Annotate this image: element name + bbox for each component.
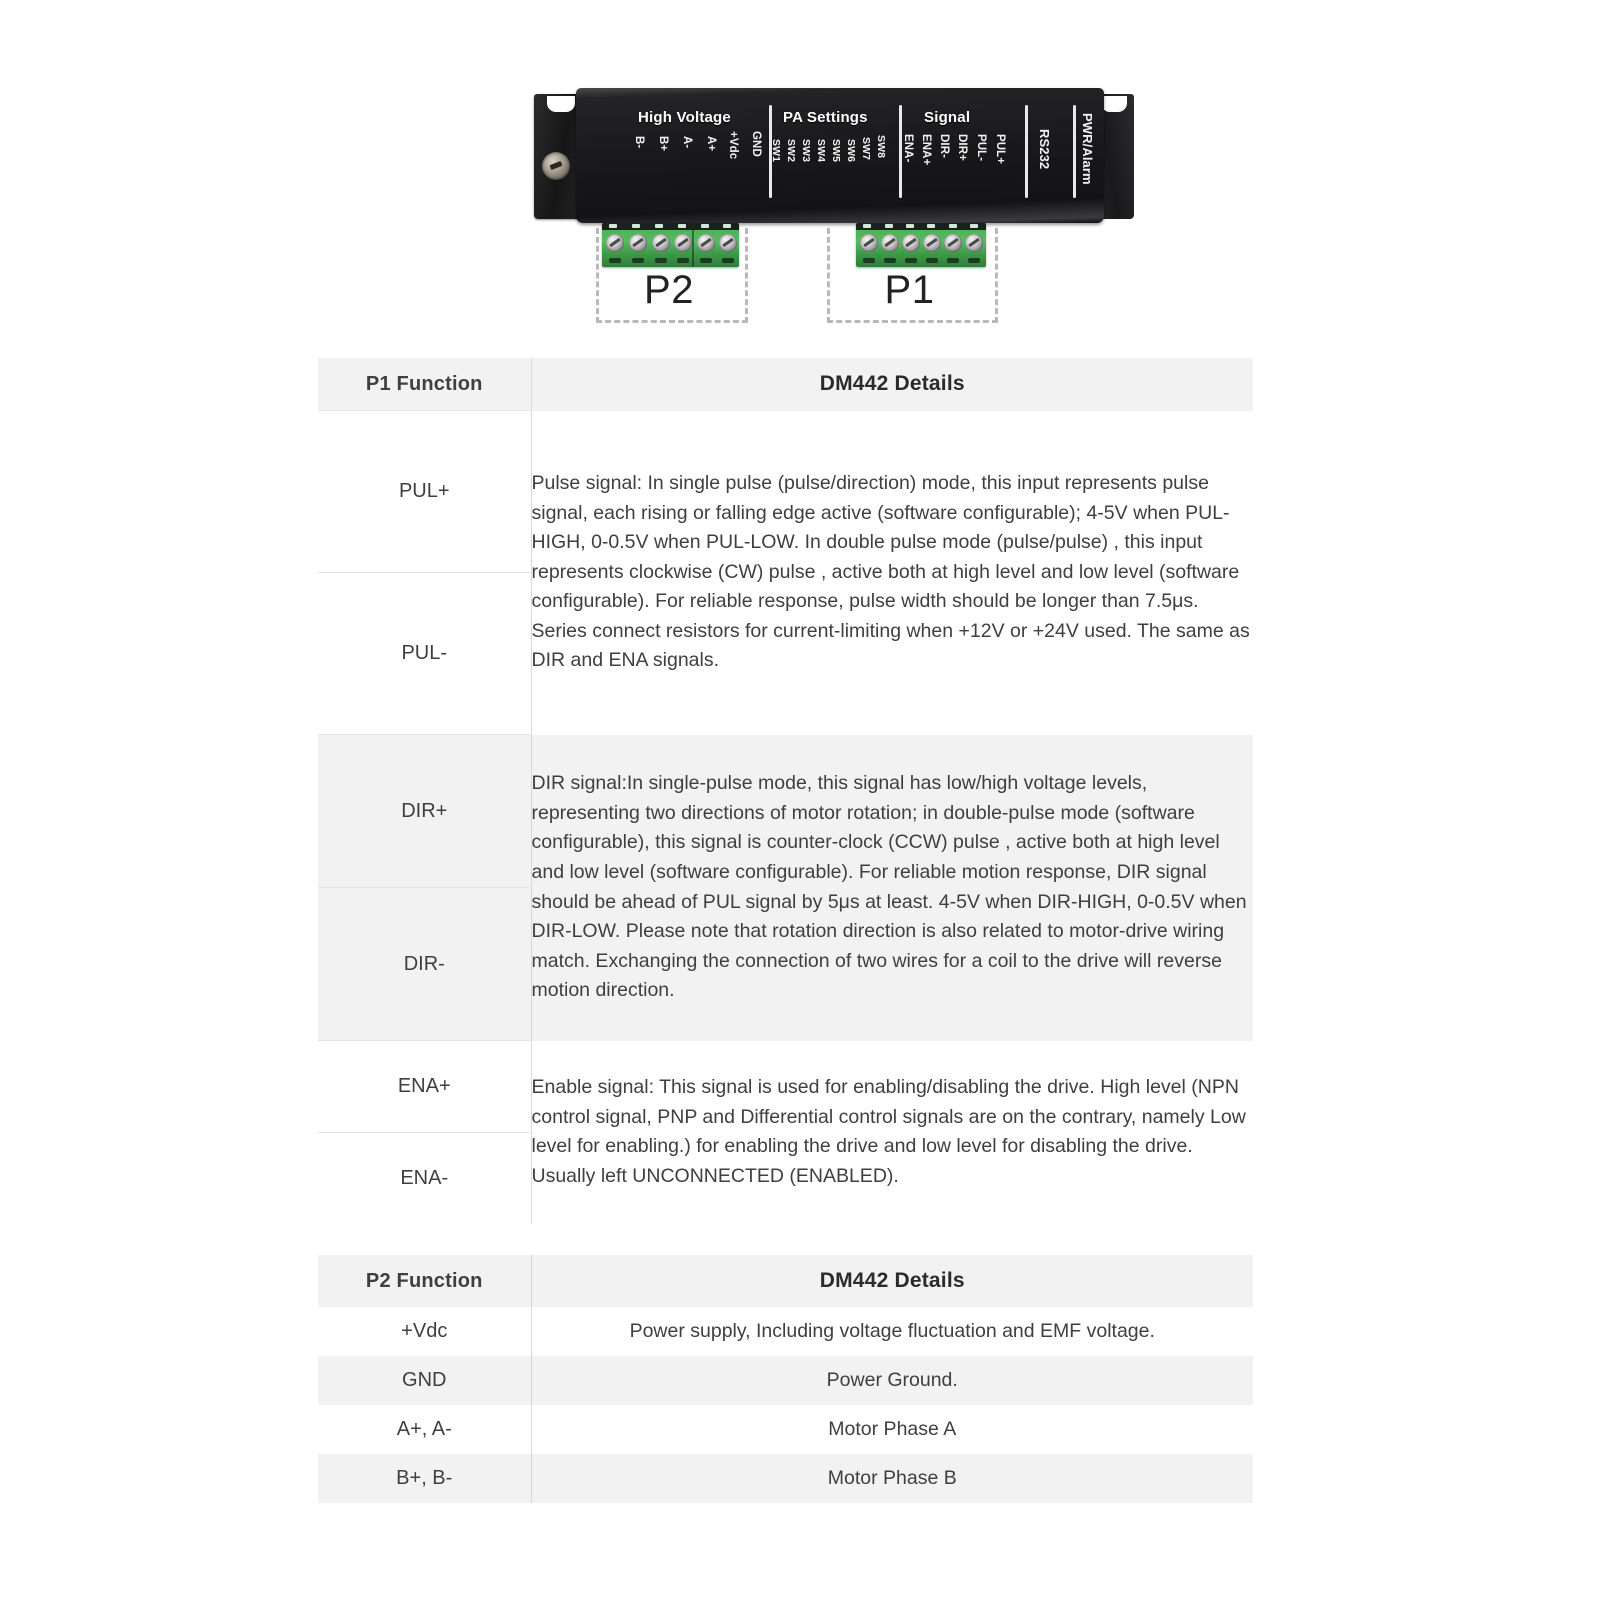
mounting-slot-left	[547, 96, 575, 112]
p1-detail-enable: Enable signal: This signal is used for enabling/disabling the drive. High level (NPN control signal, PNP and Differential control signals are on the contrary, namely Low level for enabling.) for enabling the drive and low level for disabling the drive. Usually left UNCONNECTED (ENABLED).	[531, 1041, 1253, 1225]
p1-pin-dir-plus: DIR+	[318, 735, 531, 888]
p1-table-header-row	[318, 358, 1253, 411]
p2-pin-vdc: +Vdc	[318, 1307, 531, 1356]
board-label-b-minus: B-	[633, 136, 645, 149]
p2-detail-phase-a: Motor Phase A	[531, 1405, 1253, 1454]
board-label-dir-minus: DIR-	[938, 134, 950, 159]
board-label-sw1: SW1	[770, 139, 782, 163]
board-section-pa-settings: PA Settings	[783, 109, 868, 126]
board-label-sw2: SW2	[785, 139, 797, 163]
board-label-ena-plus: ENA+	[920, 134, 932, 166]
table-row	[318, 1307, 1253, 1356]
mounting-slot-right	[1101, 96, 1127, 112]
board-label-sw4: SW4	[815, 139, 827, 163]
board-label-b-plus: B+	[657, 136, 669, 152]
board-label-sw6: SW6	[845, 139, 857, 163]
board-section-high-voltage: High Voltage	[638, 109, 731, 126]
board-label-pul-minus: PUL-	[975, 134, 987, 162]
table-row	[318, 1041, 1253, 1133]
p2-header-details: DM442 Details	[531, 1255, 1253, 1307]
silkscreen-divider-3	[1025, 105, 1028, 198]
table-row	[318, 411, 1253, 573]
p1-header-details: DM442 Details	[531, 358, 1253, 411]
p2-detail-phase-b: Motor Phase B	[531, 1454, 1253, 1503]
p1-header-function: P1 Function	[318, 358, 531, 411]
p2-pin-phase-b: B+, B-	[318, 1454, 531, 1503]
table-row	[318, 1454, 1253, 1503]
p2-callout-label: P2	[644, 268, 694, 312]
p1-pin-ena-minus: ENA-	[318, 1133, 531, 1225]
board-label-vdc: +Vdc	[727, 131, 739, 160]
table-row	[318, 1405, 1253, 1454]
board-label-rs232: RS232	[1037, 129, 1052, 170]
table-row	[318, 1356, 1253, 1405]
p1-pin-dir-minus: DIR-	[318, 888, 531, 1041]
board-label-sw3: SW3	[800, 139, 812, 163]
p2-pin-gnd: GND	[318, 1356, 531, 1405]
table-row	[318, 735, 1253, 888]
p1-pin-pul-minus: PUL-	[318, 573, 531, 735]
board-section-signal: Signal	[924, 109, 971, 126]
p2-detail-gnd: Power Ground.	[531, 1356, 1253, 1405]
board-body	[576, 88, 1104, 223]
mounting-screw-icon	[542, 152, 570, 180]
board-label-sw8: SW8	[875, 135, 887, 159]
board-label-a-minus: A-	[681, 136, 693, 149]
p1-callout-label: P1	[884, 268, 935, 312]
p1-pin-pul-plus: PUL+	[318, 411, 531, 573]
board-label-sw7: SW7	[860, 137, 872, 161]
p2-header-function: P2 Function	[318, 1255, 531, 1307]
p2-pin-phase-a: A+, A-	[318, 1405, 531, 1454]
p1-function-table	[318, 358, 1253, 1224]
driver-board-illustration	[534, 88, 1134, 228]
board-silkscreen	[576, 92, 1104, 207]
silkscreen-divider-4	[1073, 105, 1076, 198]
p1-detail-pulse: Pulse signal: In single pulse (pulse/direction) mode, this input represents pulse signal, each rising or falling edge active (software configurable); 4-5V when PUL-HIGH, 0-0.5V when PUL-LOW. In double pulse mode (pulse/pulse) , this input represents clockwise (CW) pulse , active both at high level and low level (software configurable). For reliable response, pulse width should be longer than 7.5μs. Series connect resistors for current-limiting when +12V or +24V used. The same as DIR and ENA signals.	[531, 411, 1253, 735]
board-label-gnd: GND	[750, 131, 762, 157]
board-label-ena-minus: ENA-	[902, 134, 914, 163]
specification-tables	[318, 358, 1253, 1503]
board-label-a-plus: A+	[705, 136, 717, 152]
p2-function-table	[318, 1255, 1253, 1503]
p1-pin-ena-plus: ENA+	[318, 1041, 531, 1133]
board-left-flange	[534, 94, 582, 219]
board-label-pul-plus: PUL+	[994, 134, 1006, 165]
p2-table-header-row	[318, 1255, 1253, 1307]
p2-detail-vdc: Power supply, Including voltage fluctuation and EMF voltage.	[531, 1307, 1253, 1356]
board-label-sw5: SW5	[830, 139, 842, 163]
p1-detail-direction: DIR signal:In single-pulse mode, this signal has low/high voltage levels, representing two directions of motor rotation; in double-pulse mode (software configurable), this signal is counter-clock (CCW) pulse , active both at high level and low level (software configurable). For reliable motion response, DIR signal should be ahead of PUL signal by 5μs at least. 4-5V when DIR-HIGH, 0-0.5V when DIR-LOW. Please note that rotation direction is also related to motor-drive wiring match. Exchanging the connection of two wires for a coil to the drive will reverse motion direction.	[531, 735, 1253, 1041]
board-label-pwr-alarm: PWR/Alarm	[1080, 113, 1095, 185]
board-label-dir-plus: DIR+	[956, 134, 968, 161]
product-photo	[0, 0, 1600, 330]
